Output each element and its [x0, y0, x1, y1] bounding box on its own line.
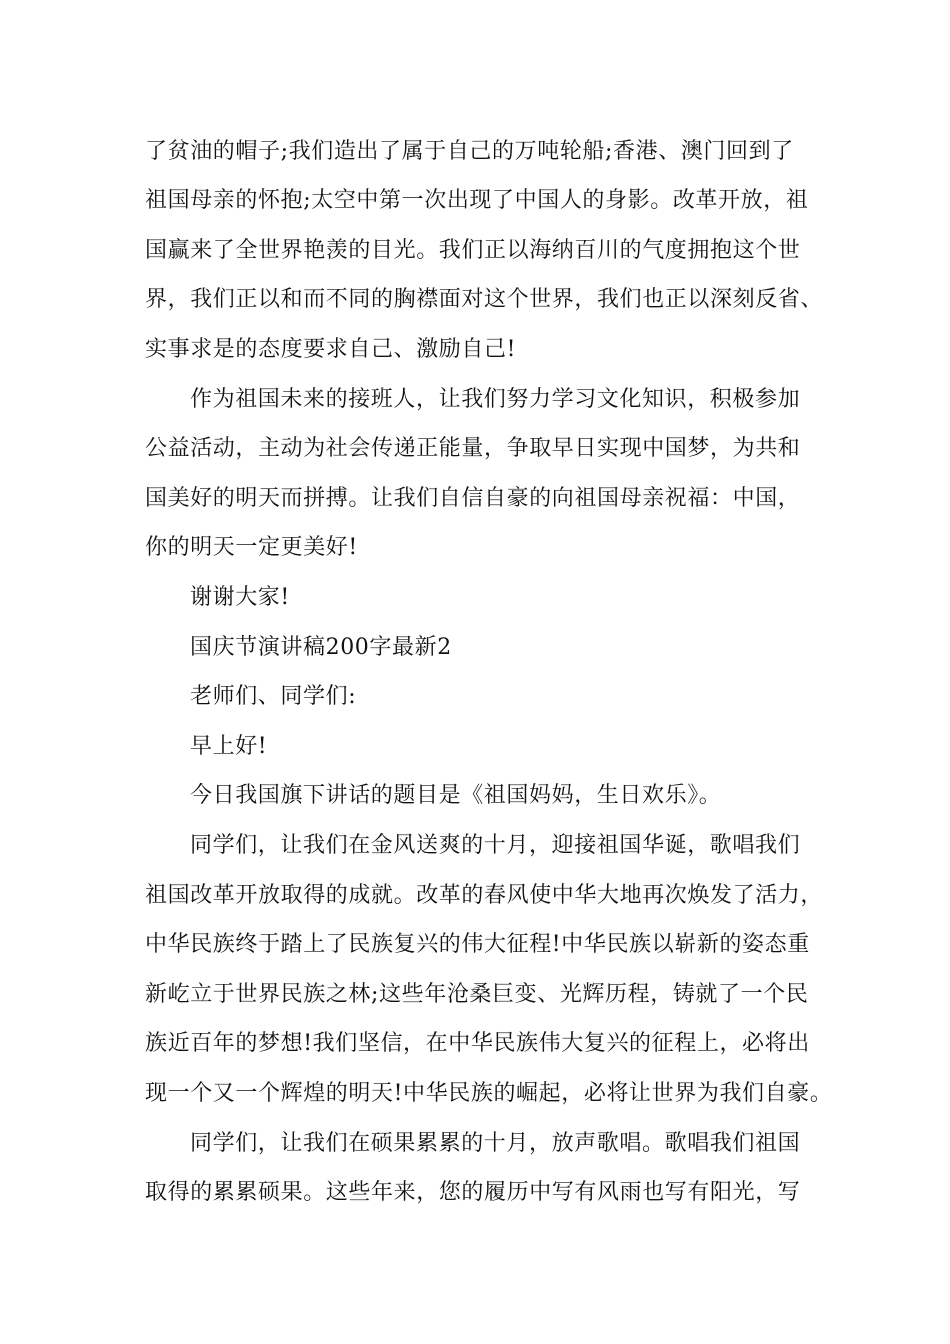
text-line: 现一个又一个辉煌的明天!中华民族的崛起，必将让世界为我们自豪。: [145, 1081, 833, 1106]
closing-line: 谢谢大家!: [190, 585, 290, 610]
salutation: 老师们、同学们:: [190, 684, 357, 709]
text-line: 祖国母亲的怀抱;太空中第一次出现了中国人的身影。改革开放，祖: [145, 188, 809, 213]
paragraph-first-line: 同学们，让我们在硕果累累的十月，放声歌唱。歌唱我们祖国: [190, 1131, 801, 1156]
text-line: 中华民族终于踏上了民族复兴的伟大征程!中华民族以崭新的姿态重: [145, 932, 810, 957]
paragraph-first-line: 同学们，让我们在金风送爽的十月，迎接祖国华诞，歌唱我们: [190, 833, 801, 858]
text-line: 取得的累累硕果。这些年来，您的履历中写有风雨也写有阳光，写: [145, 1180, 801, 1205]
text-line: 了贫油的帽子;我们造出了属于自己的万吨轮船;香港、澳门回到了: [145, 139, 794, 164]
text-line: 国美好的明天而拼搏。让我们自信自豪的向祖国母亲祝福：中国，: [145, 486, 801, 511]
text-line: 实事求是的态度要求自己、激励自己!: [145, 337, 517, 362]
paragraph-first-line: 作为祖国未来的接班人，让我们努力学习文化知识，积极参加: [190, 387, 801, 412]
text-line: 族近百年的梦想!我们坚信，在中华民族伟大复兴的征程上，必将出: [145, 1031, 810, 1056]
text-line: 新屹立于世界民族之林;这些年沧桑巨变、光辉历程，铸就了一个民: [145, 982, 809, 1007]
paragraph-first-line: 今日我国旗下讲话的题目是《祖国妈妈，生日欢乐》。: [190, 783, 722, 808]
text-line: 祖国改革开放取得的成就。改革的春风使中华大地再次焕发了活力，: [145, 883, 824, 908]
text-line: 公益活动，主动为社会传递正能量，争取早日实现中国梦，为共和: [145, 436, 801, 461]
text-line: 界，我们正以和而不同的胸襟面对这个世界，我们也正以深刻反省、: [145, 287, 824, 312]
section-title: 国庆节演讲稿200字最新2: [190, 635, 452, 660]
greeting: 早上好!: [190, 734, 268, 759]
text-line: 国赢来了全世界艳羡的目光。我们正以海纳百川的气度拥抱这个世: [145, 238, 801, 263]
text-line: 你的明天一定更美好!: [145, 535, 358, 560]
